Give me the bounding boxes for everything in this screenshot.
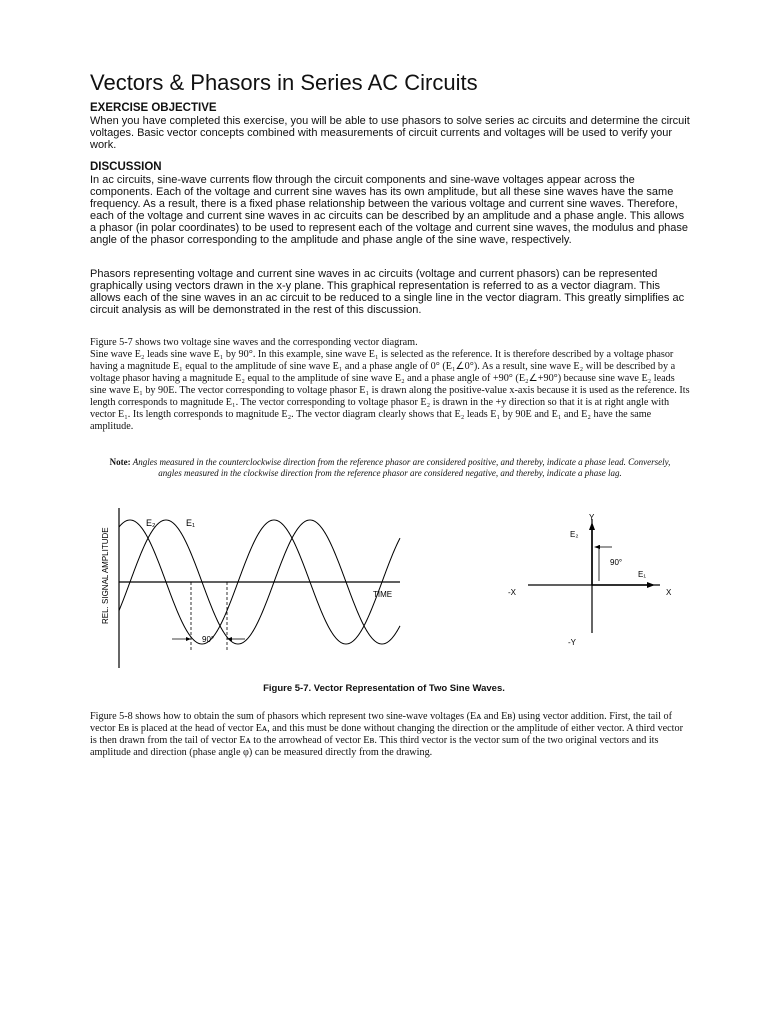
figure-caption: Figure 5-7. Vector Representation of Two Sine Waves. <box>263 683 505 694</box>
y-axis-label: REL. SIGNAL AMPLITUDE <box>101 527 110 624</box>
discussion-paragraph-1: In ac circuits, sine-wave currents flow through the circuit components and sine-wave voltages appear across the components. Each of the voltage and current sine waves has its own amplitude, but all these sine waves have the same frequency. As a result, there is a fixed phase relationship between the various voltage and current sine waves. Therefore, each of the voltage and current sine waves in ac circuits can be described by an amplitude and a phase angle. This allows a phasor (in polar coordinates) to be used to represent each of the voltage and current sine waves, the modulus and phase angle of the phasor corresponding to the amplitude and phase angle of the sine wave, respectively. <box>90 174 689 246</box>
time-axis-label: TIME <box>373 590 393 599</box>
page-title: Vectors & Phasors in Series AC Circuits <box>90 70 478 95</box>
phasor-y-label: Y <box>589 513 595 522</box>
phase-label: 90° <box>202 635 215 644</box>
angle-label: 90° <box>610 558 623 567</box>
phase-arrowhead-left <box>186 637 191 641</box>
vector-e1-arrowhead <box>647 582 655 588</box>
phasor-neg-x-label: -X <box>508 588 516 597</box>
note-text: Angles measured in the counterclockwise direction from the reference phasor are considered positive, and thereby, indicate a phase lead. Conversely, angles measured in the clockwise direction from the reference phasor are considered negative, and thereby, indicate a phase lag. <box>132 457 671 478</box>
wave-e1-label: E₁ <box>186 518 196 528</box>
phasor-neg-y-label: -Y <box>568 638 576 647</box>
wave-e2-label: E₂ <box>146 518 156 528</box>
vector-e2-arrowhead <box>589 522 595 530</box>
phasor-diagram <box>500 505 700 655</box>
objective-text: When you have completed this exercise, you will be able to use phasors to solve series ac circuits and determine the circuit voltages. Basic vector concepts combined with measurements of circuit currents and voltages will be used to verify your work. <box>90 115 690 151</box>
discussion-heading: DISCUSSION <box>90 161 162 173</box>
objective-heading: EXERCISE OBJECTIVE <box>90 102 217 114</box>
sine-wave-figure <box>90 500 430 675</box>
phasor-e2-label: E₂ <box>570 530 579 539</box>
discussion-paragraph-3: Figure 5-7 shows two voltage sine waves and the corresponding vector diagram. Sine wave E₂ leads sine wave E₁ by 90°. In this example, sine wave E₁ is selected as the reference. It is therefore described by a voltage phasor having a magnitude E₁ equal to the amplitude of sine wave E₁ and a phase angle of 0° (E₁∠0°). As a result, sine wave E₂ will be described by a voltage phasor having a magnitude E₂ equal to the amplitude of sine wave E₂ and a phase angle of +90° (E₂∠+90°) because sine wave E₂ leads sine wave E₁ by 90E. The vector corresponding to voltage phasor E₁ is drawn along the positive-value x-axis because it is used as the reference. Its length corresponds to magnitude E₁. The vector corresponding to voltage phasor E₂ is drawn in the +y direction so that it is at right angle with vector E₁. Its length corresponds to magnitude E₂. The vector diagram clearly shows that E₂ leads E₁ by 90E and E₁ and E₂ have the same amplitude. <box>90 337 690 432</box>
discussion-paragraph-4: Figure 5-8 shows how to obtain the sum of phasors which represent two sine-wave voltages (Eᴀ and Eʙ) using vector addition. First, the tail of vector Eʙ is placed at the head of vector Eᴀ, and this must be done without changing the direction or the amplitude of either vector. A third vector is then drawn from the tail of vector Eᴀ to the arrowhead of vector Eʙ. This third vector is the vector sum of the two original vectors and its amplitude and direction (phase angle φ) can be measured directly from the drawing. <box>90 711 683 758</box>
phasor-x-label: X <box>666 588 672 597</box>
note-box <box>100 457 680 479</box>
angle-arrowhead <box>594 545 600 549</box>
note-label: Note: <box>109 457 131 467</box>
discussion-paragraph-2: Phasors representing voltage and current sine waves in ac circuits (voltage and current phasors) can be represented graphically using vectors drawn in the x-y plane. This graphical representation is referred to as a vector diagram. This allows each of the sine waves in an ac circuit to be reduced to a single line in the vector diagram. This greatly simplifies ac circuit analysis as will be demonstrated in the rest of this discussion. <box>90 268 685 316</box>
phasor-e1-label: E₁ <box>638 570 647 579</box>
